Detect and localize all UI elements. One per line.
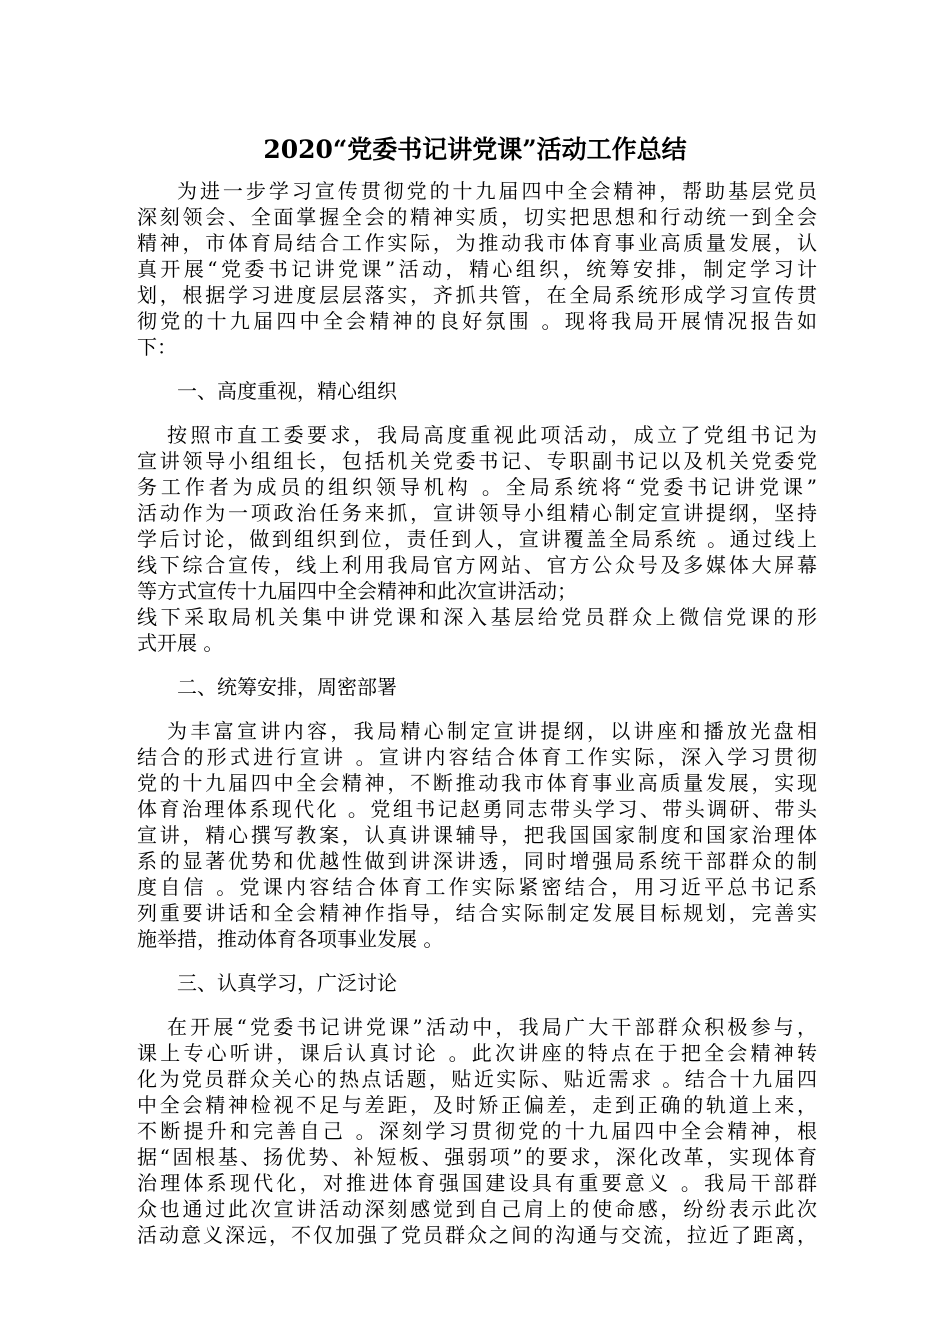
text-line: 活动作为一项政治任务来抓，宣讲领导小组精心制定宣讲提纲，坚持	[137, 501, 817, 525]
text-line: 治理体系现代化，对推进体育强国建设具有重要意义 。我局干部群	[137, 1171, 817, 1195]
text-line: 深刻领会、全面掌握全会的精神实质，切实把思想和行动统一到全会	[137, 205, 817, 229]
text-line: 体育治理体系现代化 。党组书记赵勇同志带头学习、带头调研、带头	[137, 797, 817, 821]
text-line: 施举措，推动体育各项事业发展 。	[137, 927, 444, 951]
section-heading-1: 一、高度重视，精心组织	[177, 379, 397, 403]
text-line: 列重要讲话和全会精神作指导，结合实际制定发展目标规划，完善实	[137, 901, 817, 925]
text-line: 系的显著优势和优越性做到讲深讲透，同时增强局系统干部群众的制	[137, 849, 817, 873]
text-line: 务工作者为成员的组织领导机构 。全局系统将“党委书记讲党课”	[137, 475, 817, 499]
paragraph-section-1	[137, 422, 817, 656]
text-line: 划，根据学习进度层层落实，齐抓共管，在全局系统形成学习宣传贯	[137, 283, 817, 307]
paragraph-section-2	[137, 718, 817, 952]
section-heading-3: 三、认真学习，广泛讨论	[177, 971, 397, 995]
text-line: 据“固根基、扬优势、补短板、强弱项”的要求，深化改革，实现体育	[137, 1145, 817, 1169]
paragraph-intro	[137, 178, 817, 360]
text-line: 彻党的十九届四中全会精神的良好氛围 。现将我局开展情况报告如	[137, 309, 817, 333]
text-line: 为丰富宣讲内容，我局精心制定宣讲提纲，以讲座和播放光盘相	[167, 719, 817, 743]
text-line: 众也通过此次宣讲活动深刻感觉到自己肩上的使命感，纷纷表示此次	[137, 1197, 817, 1221]
text-line: 宣讲，精心撰写教案，认真讲课辅导，把我国国家制度和国家治理体	[137, 823, 817, 847]
text-line: 真开展“党委书记讲党课”活动，精心组织，统筹安排，制定学习计	[137, 257, 817, 281]
text-line: 度自信 。党课内容结合体育工作实际紧密结合，用习近平总书记系	[137, 875, 817, 899]
text-line: 化为党员群众关心的热点话题，贴近实际、贴近需求 。结合十九届四	[137, 1067, 817, 1091]
text-line: 宣讲领导小组组长，包括机关党委书记、专职副书记以及机关党委党	[137, 449, 817, 473]
text-line: 中全会精神检视不足与差距，及时矫正偏差，走到正确的轨道上来，	[137, 1093, 817, 1117]
text-line: 课上专心听讲，课后认真讨论 。此次讲座的特点在于把全会精神转	[137, 1041, 817, 1065]
text-line: 线下综合宣传，线上利用我局官方网站、官方公众号及多媒体大屏幕	[137, 553, 817, 577]
text-line: 结合的形式进行宣讲 。宣讲内容结合体育工作实际，深入学习贯彻	[137, 745, 817, 769]
text-line: 活动意义深远，不仅加强了党员群众之间的沟通与交流，拉近了距离，	[137, 1223, 817, 1247]
text-line: 等方式宣传十九届四中全会精神和此次宣讲活动；	[137, 579, 577, 603]
text-line: 为进一步学习宣传贯彻党的十九届四中全会精神，帮助基层党员	[177, 179, 817, 203]
document-body	[137, 178, 817, 1266]
text-line: 党的十九届四中全会精神，不断推动我市体育事业高质量发展，实现	[137, 771, 817, 795]
text-line: 按照市直工委要求，我局高度重视此项活动，成立了党组书记为	[167, 423, 817, 447]
text-line: 精神，市体育局结合工作实际，为推动我市体育事业高质量发展，认	[137, 231, 817, 255]
text-line: 学后讨论，做到组织到位，责任到人，宣讲覆盖全局系统 。通过线上	[137, 527, 817, 551]
text-line: 下：	[137, 335, 177, 359]
document-title: 2020“党委书记讲党课”活动工作总结	[263, 135, 687, 164]
text-line: 式开展 。	[137, 631, 224, 655]
text-line: 在开展“党委书记讲党课”活动中，我局广大干部群众积极参与，	[167, 1015, 817, 1039]
section-heading-2: 二、统筹安排，周密部署	[177, 675, 397, 699]
text-line: 不断提升和完善自己 。深刻学习贯彻党的十九届四中全会精神，根	[137, 1119, 817, 1143]
text-line: 线下采取局机关集中讲党课和深入基层给党员群众上微信党课的形	[137, 605, 817, 629]
paragraph-section-3	[137, 1014, 817, 1248]
